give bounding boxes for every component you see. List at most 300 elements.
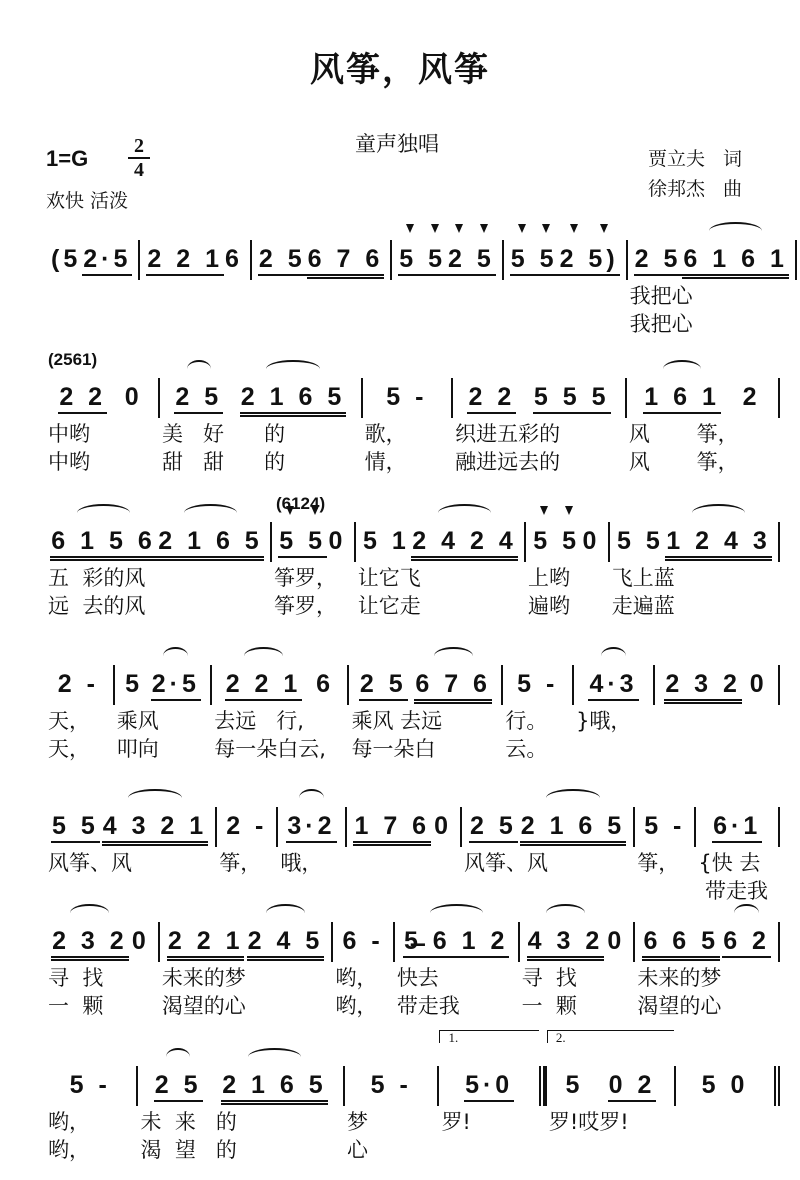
measure-notes (674, 1066, 780, 1106)
measure (502, 240, 626, 280)
note-group (307, 244, 385, 279)
notes: 0 (607, 927, 626, 955)
lyric-verse-2: 心 (346, 1138, 368, 1162)
staccato-marks (278, 506, 327, 515)
notes: 4 3 2 (527, 927, 604, 955)
composer-credit (648, 174, 742, 204)
note-group (151, 669, 201, 701)
measure (451, 378, 625, 476)
measure-notes (44, 240, 138, 280)
notes: 2 5) (559, 245, 619, 273)
grace-notes: (6124) (275, 494, 326, 513)
note-group (516, 669, 559, 699)
measure-notes (502, 240, 626, 280)
note-group (588, 669, 638, 701)
lyric-verse-1: 五 彩的风 (48, 566, 146, 590)
note-group (527, 926, 605, 961)
staccato-wedge-icon (600, 224, 608, 233)
note-group (564, 1070, 584, 1100)
grace-notes: (2561) (48, 350, 98, 369)
lyric-verse-1: 我把心 (629, 284, 693, 308)
note-group (634, 244, 683, 276)
measure (347, 665, 501, 763)
lyric-verse-1: 梦 (346, 1110, 368, 1134)
notes: 1 7 6 (354, 812, 431, 840)
note-group (433, 811, 453, 841)
staccato-wedge-icon (540, 506, 548, 515)
notes: 2 1 6 5 (222, 1071, 327, 1099)
measure (158, 378, 361, 476)
measure (44, 665, 113, 763)
volta-ending: 2. (547, 1030, 674, 1043)
slur-mark (128, 789, 181, 807)
note-group (742, 382, 762, 412)
note-group (664, 669, 742, 704)
note-group (398, 244, 447, 276)
note-group (82, 244, 132, 276)
slur-mark (166, 1048, 190, 1066)
measure (524, 522, 608, 620)
lyric-verse-2: 渴望的心 (637, 994, 722, 1018)
measure (545, 1030, 674, 1136)
measure-notes (331, 922, 392, 962)
note-group (58, 382, 107, 414)
notes: 5̶ 6 1 2 (403, 927, 509, 955)
lyric-verse-1: 哟， (335, 966, 378, 990)
note-group (532, 526, 581, 556)
notes: 2 5 (634, 245, 682, 273)
lyric-verse-2: 远 去的风 (48, 594, 146, 618)
credits (648, 144, 742, 204)
measure-notes (633, 807, 694, 847)
notes: 5 5 (533, 527, 581, 555)
notes: 2 4 2 4 (412, 527, 517, 555)
note-group (642, 926, 720, 961)
composer-role: 曲 (723, 178, 743, 200)
slur-mark (434, 647, 473, 665)
measure-notes (210, 665, 347, 705)
staccato-wedge-icon (542, 224, 550, 233)
notes: 2 4 5 (247, 927, 324, 955)
song-title: 风筝，风筝 (310, 50, 490, 90)
measure-notes (608, 522, 780, 562)
measure (625, 378, 780, 476)
slur-mark (601, 647, 626, 665)
lyric-verse-1: 罗!哎罗! (548, 1110, 629, 1134)
notes: 5 (565, 1071, 584, 1099)
lyric-verse-1: 未 来 的 (140, 1110, 237, 1134)
measure-notes (625, 378, 780, 418)
note-group (146, 244, 224, 276)
note-group (286, 811, 336, 843)
time-signature-top: 2 (134, 135, 144, 157)
measure-notes (501, 665, 572, 705)
note-group (520, 811, 626, 846)
slur-mark (70, 904, 109, 922)
lyric-verse-1: 织进五彩的 (455, 422, 561, 446)
notes: 0 2 (608, 1071, 656, 1099)
measure (626, 240, 797, 338)
measure-notes (44, 1066, 136, 1106)
tempo-marking: 欢快 活泼 (46, 190, 129, 212)
notes: 2·5 (83, 245, 132, 273)
measure-notes (158, 922, 332, 962)
lyric-verse-2: 哟， (335, 994, 378, 1018)
note-group (278, 526, 327, 558)
lyric-verse-2: 叩向 (116, 737, 159, 761)
note-group (50, 526, 156, 561)
notes: 2 2 1 (147, 245, 223, 273)
measure (633, 922, 780, 1020)
slur-mark (692, 504, 745, 522)
volta-ending: 1. (439, 1030, 538, 1043)
notes: 2 5 (469, 812, 517, 840)
notes: 2 5 (154, 1071, 202, 1099)
note-group (749, 669, 769, 699)
notes: 6 1 6 1 (683, 245, 788, 273)
measure (345, 807, 461, 847)
measure-notes (545, 1030, 674, 1106)
measure-notes (633, 922, 780, 962)
lyric-verse-1: 哦， (280, 851, 323, 875)
staccato-marks (510, 224, 559, 233)
slur-mark (244, 647, 283, 665)
time-signature (128, 136, 150, 180)
measure (343, 1066, 437, 1164)
measure-notes (44, 522, 270, 562)
notes: 5 5 5 (533, 383, 610, 411)
lyric-verse-1: 中哟 (48, 422, 90, 446)
measure-notes (390, 240, 502, 280)
lyricist-name: 贾立夫 (648, 148, 706, 170)
lyric-verse-1: 去远 行, (214, 709, 304, 733)
notes: 2 1 6 5 (520, 812, 626, 840)
staccato-wedge-icon (455, 224, 463, 233)
measure (158, 922, 332, 1020)
notes: 2 2 1 (167, 927, 244, 955)
note-group (385, 382, 428, 412)
lyric-verse-1: 天， (48, 709, 90, 733)
note-group (51, 811, 100, 843)
note-group (57, 669, 100, 699)
time-signature-bottom: 4 (134, 159, 144, 181)
notes: 5 - (69, 1071, 111, 1099)
note-group (102, 811, 208, 846)
notes: 0 (749, 670, 768, 698)
notes: 5 - (644, 812, 686, 840)
slur-mark (248, 1048, 301, 1066)
measure-notes (626, 240, 797, 280)
measure-notes (460, 807, 633, 847)
measure (572, 665, 653, 735)
lyric-verse-2: 融进远去的 (455, 450, 561, 474)
lyric-verse-1: 歌， (364, 422, 407, 446)
lyric-verse-2: 遍哟 (527, 594, 570, 618)
note-group (608, 1070, 657, 1102)
notes: 2 5 (175, 383, 223, 411)
notes: 5 5 (51, 812, 99, 840)
lyric-verse-1: 风 筝， (628, 422, 739, 446)
note-group (447, 244, 496, 276)
lyric-verse-2: 一 颗 (521, 994, 577, 1018)
measure (674, 1066, 780, 1106)
staccato-marks (447, 224, 496, 233)
lyric-verse-1: 寻 找 (48, 966, 104, 990)
notes: 4·3 (589, 670, 638, 698)
note-group (154, 1070, 203, 1102)
lyric-verse-2: 情， (364, 450, 407, 474)
staff-system (44, 807, 780, 905)
measure (460, 807, 633, 877)
measure-notes (138, 240, 250, 280)
notes: 6 6 5 (643, 927, 720, 955)
note-group (328, 526, 348, 556)
measure-notes (345, 807, 461, 847)
note-group (643, 811, 686, 841)
measure (44, 240, 138, 280)
notes: 0 (131, 927, 150, 955)
lyric-verse-1: 乘风 去远 (351, 709, 443, 733)
lyric-verse-1: 让它飞 (357, 566, 421, 590)
measure-notes (158, 378, 361, 418)
lyric-verse-2: 云。 (505, 737, 548, 761)
staccato-marks (532, 506, 581, 515)
notes: 2·5 (151, 670, 200, 698)
notes: 5 (125, 670, 143, 698)
slur-mark (163, 647, 188, 665)
note-group (359, 669, 408, 701)
note-group (124, 669, 144, 699)
notes: 6 7 6 (307, 245, 384, 273)
note-group (414, 669, 492, 704)
measure-notes (437, 1030, 544, 1106)
performance-type: 童声独唱 (355, 132, 439, 156)
note-group (665, 526, 771, 561)
note-group (167, 926, 245, 961)
lyric-verse-1: {快 去 (698, 851, 761, 875)
measure-notes (361, 378, 452, 418)
lyric-verse-2: 让它走 (357, 594, 421, 618)
staccato-wedge-icon (565, 506, 573, 515)
lyric-verse-1: 筝， (637, 851, 680, 875)
notes: 5 5 (399, 245, 447, 273)
note-group (353, 811, 431, 846)
measure-notes (250, 240, 390, 280)
note-group (221, 1070, 327, 1105)
staff-system (44, 494, 780, 620)
lyric-verse-2: 中哟 (48, 450, 90, 474)
notes: 6 1 5 6 (51, 527, 156, 555)
staccato-marks (398, 224, 447, 233)
notes: 2 5 (448, 245, 495, 273)
notes: 0 (328, 527, 347, 555)
measure (138, 240, 250, 280)
measure-notes (653, 665, 780, 705)
lyric-verse-1: 未来的梦 (161, 966, 246, 990)
notes: 2 2 1 (225, 670, 302, 698)
lyric-verse-1: 风筝、风 (464, 851, 548, 875)
note-group (174, 382, 223, 414)
notes: 0 (582, 527, 601, 555)
slur-mark (546, 789, 599, 807)
lyricist-credit (648, 144, 742, 174)
slur-mark (187, 360, 211, 378)
note-group (157, 526, 263, 561)
note-group (69, 1070, 112, 1100)
measure-notes (136, 1066, 343, 1106)
notes: 2 3 2 (52, 927, 128, 955)
notes: 5 0 (701, 1071, 749, 1099)
staff-system (44, 922, 780, 1020)
lyric-verse-1: 风筝、风 (48, 851, 132, 875)
lyric-verse-2: 我把心 (629, 312, 693, 336)
notes: 2 1 6 5 (158, 527, 263, 555)
notes: 2 5 (258, 245, 306, 273)
notes: 2 1 6 5 (240, 383, 346, 411)
notes: 5 - (517, 670, 559, 698)
measure (361, 378, 452, 476)
note-group (51, 926, 129, 961)
lyric-verse-1: }哦， (576, 709, 632, 733)
note-group (712, 811, 762, 843)
measure-notes (270, 494, 354, 562)
note-group (682, 244, 788, 279)
note-group (341, 926, 384, 956)
measure-notes (393, 922, 518, 962)
measure (215, 807, 276, 877)
measure (44, 350, 158, 476)
measure (44, 807, 215, 877)
notes: 2 (742, 383, 761, 411)
notes: 3·2 (287, 812, 336, 840)
lyric-verse-1: 筝， (219, 851, 262, 875)
staccato-wedge-icon (570, 224, 578, 233)
staff-system (44, 240, 788, 338)
measure-notes (524, 522, 608, 562)
lyric-verse-2: 渴望的心 (161, 994, 246, 1018)
note-group (559, 244, 620, 276)
key-signature: 1=G (46, 146, 89, 171)
measure-notes (44, 922, 158, 962)
measure (354, 522, 524, 620)
lyric-verse-1: 筝罗， (273, 566, 337, 590)
note-group (225, 811, 268, 841)
slur-mark (438, 504, 491, 522)
slur-mark (709, 222, 762, 240)
note-group (616, 526, 665, 556)
staccato-wedge-icon (480, 224, 488, 233)
measure-notes (44, 350, 158, 418)
note-group (370, 1070, 413, 1100)
measure (653, 665, 780, 705)
lyric-verse-2: 每一朵白云, (214, 737, 326, 761)
notes: 5 - (370, 1071, 412, 1099)
notes: 5 - (386, 383, 428, 411)
note-group (701, 1070, 750, 1100)
measure (390, 240, 502, 280)
staccato-wedge-icon (518, 224, 526, 233)
notes: 5 5 (279, 527, 326, 555)
composer-name: 徐邦杰 (648, 178, 706, 200)
measure-notes (354, 522, 524, 562)
lyric-verse-2: 风 筝， (628, 450, 739, 474)
note-group (258, 244, 307, 276)
slur-mark (77, 504, 130, 522)
lyric-verse-1: 上哟 (527, 566, 570, 590)
notes: 0 (434, 812, 452, 840)
lyricist-role: 词 (723, 148, 743, 170)
lyric-verse-1: 哟， (48, 1110, 90, 1134)
note-group (50, 244, 82, 274)
lyric-verse-1: 罗! (441, 1110, 471, 1134)
lyric-verse-1: 飞上蓝 (611, 566, 675, 590)
notes: 4 3 2 1 (102, 812, 208, 840)
measure-notes (451, 378, 625, 418)
note-group (315, 669, 335, 699)
notes: 6 2 (723, 927, 770, 955)
notes: 6 (224, 245, 243, 273)
note-group (362, 526, 411, 556)
staccato-wedge-icon (431, 224, 439, 233)
lyric-verse-2: 每一朵白 (351, 737, 436, 761)
notes: (5 (51, 245, 82, 273)
measure (44, 922, 158, 1020)
staccato-wedge-icon (406, 224, 414, 233)
notes: 2 - (226, 812, 268, 840)
notes: 6 (316, 670, 335, 698)
note-group (533, 382, 611, 414)
staccato-wedge-icon (311, 506, 319, 515)
lyric-verse-1: 美 好 的 (162, 422, 286, 446)
slur-mark (546, 904, 585, 922)
slur-mark (430, 904, 483, 922)
measure-notes (44, 807, 215, 847)
notes: 5 5 (510, 245, 558, 273)
measure (44, 1066, 136, 1164)
measure-notes (694, 807, 780, 847)
measure (113, 665, 211, 763)
note-group (225, 669, 303, 701)
lyric-verse-2: 天， (48, 737, 90, 761)
measure (44, 522, 270, 620)
notes: 5 5 (616, 527, 664, 555)
measure (250, 240, 390, 280)
measure-notes (347, 665, 501, 705)
note-group (131, 926, 151, 956)
staff-system (44, 665, 780, 763)
note-group (467, 382, 516, 414)
notes: 6·1 (713, 812, 762, 840)
lyric-verse-1: 乘风 (116, 709, 159, 733)
note-group (464, 1070, 514, 1102)
note-group (240, 382, 346, 417)
staccato-wedge-icon (286, 506, 294, 515)
measure (210, 665, 347, 763)
note-group (582, 526, 602, 556)
lyric-verse-2: 甜 甜 的 (162, 450, 286, 474)
measure (393, 922, 518, 1020)
notes: 2 - (57, 670, 99, 698)
lyric-verse-2: 渴 望 的 (140, 1138, 237, 1162)
note-group (510, 244, 559, 276)
staccato-marks (559, 224, 620, 233)
lyric-verse-2: 带走我 (396, 994, 460, 1018)
notes: 6 7 6 (415, 670, 491, 698)
notes: 6 - (342, 927, 384, 955)
note-group (411, 526, 517, 561)
notes: 2 2 (468, 383, 516, 411)
lyric-verse-2: 一 颗 (48, 994, 104, 1018)
